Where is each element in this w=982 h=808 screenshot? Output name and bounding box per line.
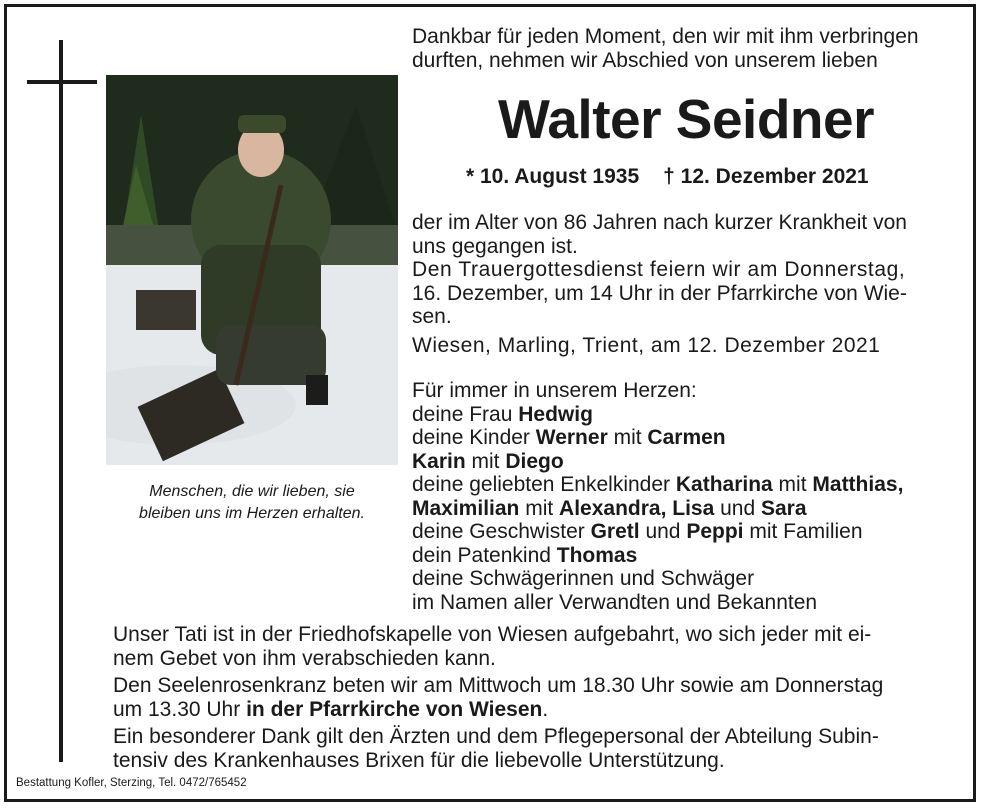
- caption-line: Menschen, die wir lieben, sie: [149, 483, 355, 500]
- paragraph-rosary: [113, 674, 883, 721]
- announcement-line: Den Trauergottesdienst feiern wir am Donnerstag,: [412, 258, 906, 281]
- text-span: .: [542, 697, 549, 721]
- place-date: Wiesen, Marling, Trient, am 12. Dezember 2021: [412, 334, 881, 357]
- cross-icon-horizontal: [27, 80, 97, 84]
- text-span: Gretl: [590, 520, 640, 543]
- family-line: [412, 544, 903, 568]
- death-date: † 12. Dezember 2021: [663, 165, 869, 188]
- text-span: deine Kinder: [412, 426, 536, 449]
- family-line: [412, 497, 903, 521]
- text-span: in der Pfarrkirche von Wiesen: [246, 697, 543, 721]
- paragraph-line: tensiv des Krankenhauses Brixen für die liebevolle Unterstützung.: [113, 748, 725, 772]
- portrait-photo: [106, 75, 398, 465]
- text-span: und: [714, 496, 761, 520]
- family-line: im Namen aller Verwandten und Bekannten: [412, 590, 818, 614]
- family-line: [412, 403, 903, 427]
- text-span: deine geliebten Enkelkinder: [412, 473, 676, 496]
- text-span: Thomas: [556, 543, 638, 567]
- text-span: Alexandra, Lisa: [559, 496, 715, 520]
- service-details: [113, 623, 883, 776]
- text-span: Carmen: [647, 426, 726, 449]
- intro-text: [412, 25, 919, 72]
- cross-icon-vertical: [59, 40, 63, 762]
- announcement-text: [412, 211, 907, 329]
- paragraph-thanks: [113, 725, 883, 772]
- deceased-name: Walter Seidner: [497, 88, 875, 150]
- funeral-home-footer: Bestattung Kofler, Sterzing, Tel. 0472/765452: [16, 777, 247, 789]
- caption-line: bleiben uns im Herzen erhalten.: [139, 505, 365, 522]
- paragraph-line: [113, 698, 883, 722]
- text-span: Maximilian: [412, 496, 520, 520]
- text-span: und: [639, 520, 687, 543]
- paragraph-viewing: [113, 623, 883, 670]
- announcement-line: 16. Dezember, um 14 Uhr in der Pfarrkirche von Wie-: [412, 281, 907, 305]
- family-line: [412, 520, 903, 544]
- announcement-line: der im Alter von 86 Jahren nach kurzer Krankheit von: [412, 211, 907, 234]
- life-dates: [466, 165, 869, 189]
- text-span: deine Frau: [412, 402, 519, 426]
- text-span: Sara: [761, 496, 807, 520]
- text-span: mit: [772, 473, 813, 496]
- text-span: um 13.30 Uhr: [113, 697, 247, 721]
- text-span: mit: [465, 449, 506, 473]
- text-span: Werner: [535, 426, 608, 449]
- text-span: mit: [519, 496, 560, 520]
- text-span: Hedwig: [518, 402, 593, 426]
- intro-line: durften, nehmen wir Abschied von unserem lieben: [412, 48, 878, 72]
- text-span: Diego: [505, 449, 564, 473]
- intro-line: Dankbar für jeden Moment, den wir mit ihm verbringen: [412, 25, 919, 48]
- text-span: Katharina: [675, 473, 773, 496]
- text-span: mit: [607, 426, 648, 449]
- paragraph-line: Ein besonderer Dank gilt den Ärzten und dem Pflegepersonal der Abteilung Subin-: [113, 725, 879, 748]
- announcement-line: sen.: [412, 305, 452, 328]
- family-heading: Für immer in unserem Herzen:: [412, 379, 697, 402]
- text-span: Peppi: [686, 520, 744, 543]
- text-span: dein Patenkind: [412, 543, 557, 567]
- paragraph-line: Den Seelenrosenkranz beten wir am Mittwoch um 18.30 Uhr sowie am Donnerstag: [113, 674, 884, 697]
- family-line: [412, 473, 903, 497]
- paragraph-line: Unser Tati ist in der Friedhofskapelle von Wiesen aufgebahrt, wo sich jeder mit ei-: [113, 623, 872, 646]
- text-span: mit Familien: [743, 520, 863, 543]
- text-span: Karin: [412, 449, 466, 473]
- text-span: deine Geschwister: [412, 520, 591, 543]
- family-line: [412, 426, 903, 450]
- text-span: Matthias,: [812, 473, 904, 496]
- family-line: [412, 450, 903, 474]
- family-line: deine Schwägerinnen und Schwäger: [412, 567, 755, 590]
- paragraph-line: nem Gebet von ihm verabschieden kann.: [113, 646, 496, 670]
- birth-date: * 10. August 1935: [466, 165, 640, 188]
- announcement-line: uns gegangen ist.: [412, 234, 578, 258]
- photo-caption: [106, 481, 398, 525]
- family-list: [412, 379, 903, 614]
